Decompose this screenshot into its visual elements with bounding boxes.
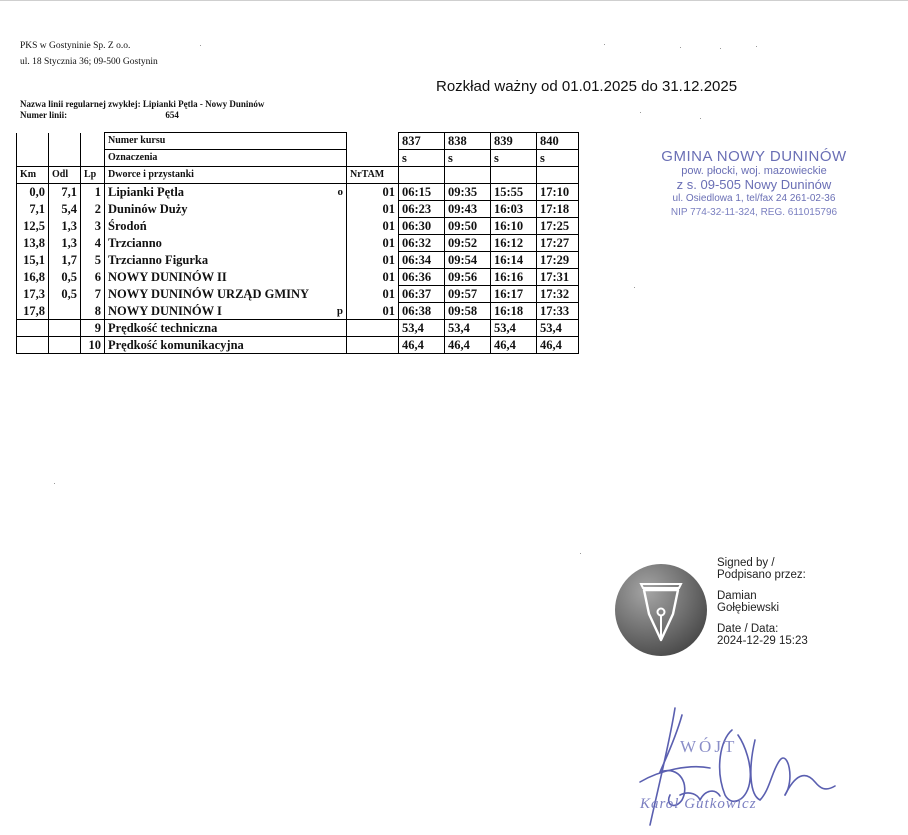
validity-period: Rozkład ważny od 01.01.2025 do 31.12.2025 <box>436 78 738 95</box>
course-number: 837 <box>399 133 445 150</box>
stop-row <box>17 184 579 201</box>
line-info <box>20 99 264 121</box>
scan-speck <box>756 46 757 47</box>
stop-row <box>17 201 579 218</box>
departure-time: 16:18 <box>491 303 537 320</box>
wojt-name: Karol Gutkowicz <box>640 796 757 812</box>
stop-cell <box>105 201 347 218</box>
stop-name: NOWY DUNINÓW II <box>108 270 227 284</box>
wojt-title: WÓJT <box>680 737 738 756</box>
departure-time: 16:17 <box>491 286 537 303</box>
timetable <box>16 132 579 354</box>
departure-time: 15:55 <box>491 184 537 201</box>
scan-speck <box>200 45 201 46</box>
departure-time: 16:16 <box>491 269 537 286</box>
km-cell: 7,1 <box>17 201 49 218</box>
summary-label: Prędkość techniczna <box>105 320 347 337</box>
scan-speck <box>640 112 641 113</box>
summary-label: Prędkość komunikacyjna <box>105 337 347 354</box>
speed-value: 53,4 <box>537 320 579 337</box>
nrtam-cell: 01 <box>347 286 399 303</box>
header-row-marks <box>17 150 579 167</box>
scan-speck <box>604 44 605 45</box>
stop-cell <box>105 218 347 235</box>
nrtam-cell: 01 <box>347 303 399 320</box>
departure-time: 16:12 <box>491 235 537 252</box>
speed-value: 46,4 <box>537 337 579 354</box>
digital-signature-info <box>717 557 808 647</box>
departure-time: 17:25 <box>537 218 579 235</box>
departure-time: 09:50 <box>445 218 491 235</box>
stop-cell <box>105 184 347 201</box>
departure-time: 09:56 <box>445 269 491 286</box>
company-header <box>20 38 158 70</box>
summary-rows <box>17 320 579 354</box>
scan-speck <box>680 47 681 48</box>
km-cell: 13,8 <box>17 235 49 252</box>
col-odl: Odl <box>49 167 81 184</box>
line-name: Lipianki Pętla - Nowy Duninów <box>142 99 265 109</box>
lp-cell: 5 <box>81 252 105 269</box>
header-row-course <box>17 133 579 150</box>
lp-cell: 10 <box>81 337 105 354</box>
scan-speck <box>720 48 721 49</box>
departure-time: 17:32 <box>537 286 579 303</box>
speed-value: 46,4 <box>399 337 445 354</box>
stop-row <box>17 218 579 235</box>
stop-flag: p <box>336 304 343 317</box>
km-cell: 15,1 <box>17 252 49 269</box>
col-lp: Lp <box>81 167 105 184</box>
departure-time: 06:34 <box>399 252 445 269</box>
line-name-row <box>20 99 264 110</box>
municipality-stamp <box>634 150 874 220</box>
nrtam-cell: 01 <box>347 269 399 286</box>
speed-value: 46,4 <box>445 337 491 354</box>
km-cell: 17,8 <box>17 303 49 320</box>
lp-cell: 8 <box>81 303 105 320</box>
nrtam-cell: 01 <box>347 201 399 218</box>
header-oznaczenia: Oznaczenia <box>105 150 347 167</box>
fountain-pen-nib-icon <box>613 562 709 663</box>
odl-cell: 1,3 <box>49 235 81 252</box>
departure-time: 16:03 <box>491 201 537 218</box>
stop-name: Lipianki Pętla <box>108 185 185 200</box>
stop-cell <box>105 269 347 286</box>
departure-time: 09:57 <box>445 286 491 303</box>
departure-time: 06:30 <box>399 218 445 235</box>
stop-row <box>17 269 579 286</box>
course-mark: s <box>399 150 445 167</box>
stop-cell <box>105 235 347 252</box>
col-km: Km <box>17 167 49 184</box>
course-mark: s <box>537 150 579 167</box>
departure-time: 06:38 <box>399 303 445 320</box>
stamp-line-3: z s. 09-505 Nowy Duninów <box>676 177 832 192</box>
stop-name: Środoń <box>108 219 147 233</box>
stamp-line-5: NIP 774-32-11-324, REG. 611015796 <box>670 207 838 218</box>
stop-name: NOWY DUNINÓW I <box>108 303 222 318</box>
departure-time: 06:37 <box>399 286 445 303</box>
departure-time: 16:14 <box>491 252 537 269</box>
speed-value: 53,4 <box>445 320 491 337</box>
nrtam-cell: 01 <box>347 252 399 269</box>
odl-cell: 0,5 <box>49 286 81 303</box>
stamp-line-1: GMINA NOWY DUNINÓW <box>661 148 847 165</box>
departure-time: 06:36 <box>399 269 445 286</box>
nrtam-cell: 01 <box>347 184 399 201</box>
stop-name: Trzcianno <box>108 236 162 250</box>
header-numer-kursu: Numer kursu <box>105 133 347 150</box>
lp-cell: 2 <box>81 201 105 218</box>
signer-first-name: Damian <box>717 590 757 602</box>
departure-time: 09:52 <box>445 235 491 252</box>
col-nrtam: NrTAM <box>347 167 399 184</box>
line-name-label: Nazwa linii regularnej zwykłej: <box>20 99 141 109</box>
date-label: Date / Data: <box>717 623 779 635</box>
stop-cell <box>105 286 347 303</box>
course-number: 838 <box>445 133 491 150</box>
scan-speck <box>580 553 581 554</box>
course-number: 839 <box>491 133 537 150</box>
scan-speck <box>700 118 701 119</box>
odl-cell: 0,5 <box>49 269 81 286</box>
scan-speck <box>54 483 55 484</box>
odl-cell: 1,7 <box>49 252 81 269</box>
departure-time: 09:54 <box>445 252 491 269</box>
odl-cell <box>49 303 81 320</box>
summary-row <box>17 320 579 337</box>
header-row-columns <box>17 167 579 184</box>
stop-name: Trzcianno Figurka <box>108 253 209 267</box>
odl-cell: 7,1 <box>49 184 81 201</box>
stop-row <box>17 235 579 252</box>
stop-row <box>17 286 579 303</box>
departure-time: 17:29 <box>537 252 579 269</box>
top-border-line <box>0 0 908 1</box>
departure-time: 16:10 <box>491 218 537 235</box>
departure-time: 17:18 <box>537 201 579 218</box>
departure-time: 06:15 <box>399 184 445 201</box>
signer-last-name: Gołębiewski <box>717 602 779 614</box>
lp-cell: 6 <box>81 269 105 286</box>
km-cell: 12,5 <box>17 218 49 235</box>
stop-row <box>17 252 579 269</box>
stop-row <box>17 303 579 320</box>
stop-flag: o <box>337 186 343 199</box>
odl-cell: 1,3 <box>49 218 81 235</box>
stop-name: NOWY DUNINÓW URZĄD GMINY <box>108 287 310 301</box>
stop-rows <box>17 184 579 320</box>
nrtam-cell: 01 <box>347 218 399 235</box>
speed-value: 46,4 <box>491 337 537 354</box>
company-name: PKS w Gostyninie Sp. Z o.o. <box>20 41 131 51</box>
col-stops: Dworce i przystanki <box>105 167 347 184</box>
lp-cell: 7 <box>81 286 105 303</box>
lp-cell: 1 <box>81 184 105 201</box>
departure-time: 17:10 <box>537 184 579 201</box>
signed-by-label-2: Podpisano przez: <box>717 569 806 581</box>
departure-time: 09:35 <box>445 184 491 201</box>
speed-value: 53,4 <box>491 320 537 337</box>
km-cell: 16,8 <box>17 269 49 286</box>
departure-time: 17:31 <box>537 269 579 286</box>
stamp-line-4: ul. Osiedlowa 1, tel/fax 24 261-02-36 <box>672 193 836 204</box>
line-number: 654 <box>165 110 179 120</box>
stop-cell <box>105 252 347 269</box>
stamp-line-2: pow. płocki, woj. mazowieckie <box>681 165 827 177</box>
stop-name: Duninów Duży <box>108 202 188 216</box>
wojt-handwritten-signature <box>620 700 850 835</box>
line-number-label: Numer linii: <box>20 110 68 120</box>
stop-cell <box>105 303 347 320</box>
speed-value: 53,4 <box>399 320 445 337</box>
departure-time: 09:58 <box>445 303 491 320</box>
lp-cell: 3 <box>81 218 105 235</box>
departure-time: 09:43 <box>445 201 491 218</box>
line-number-row <box>20 110 264 121</box>
departure-time: 06:32 <box>399 235 445 252</box>
lp-cell: 4 <box>81 235 105 252</box>
departure-time: 17:33 <box>537 303 579 320</box>
course-number: 840 <box>537 133 579 150</box>
departure-time: 17:27 <box>537 235 579 252</box>
lp-cell: 9 <box>81 320 105 337</box>
company-address: ul. 18 Stycznia 36; 09-500 Gostynin <box>20 57 158 67</box>
summary-row <box>17 337 579 354</box>
course-mark: s <box>491 150 537 167</box>
odl-cell: 5,4 <box>49 201 81 218</box>
km-cell: 0,0 <box>17 184 49 201</box>
signed-by-label-1: Signed by / <box>717 557 775 569</box>
date-value: 2024-12-29 15:23 <box>717 635 808 647</box>
nrtam-cell: 01 <box>347 235 399 252</box>
scan-speck <box>634 287 635 288</box>
departure-time: 06:23 <box>399 201 445 218</box>
course-mark: s <box>445 150 491 167</box>
km-cell: 17,3 <box>17 286 49 303</box>
